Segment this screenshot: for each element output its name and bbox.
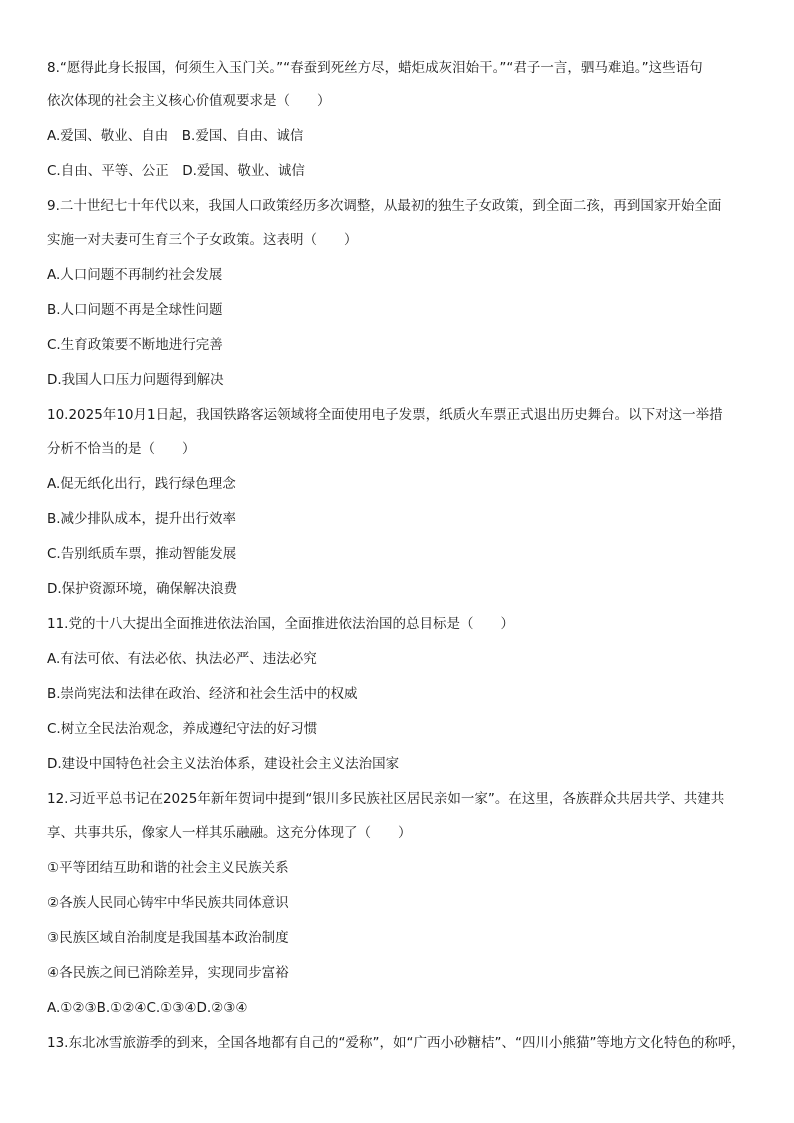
q10-option-a: A.促无纸化出行，践行绿色理念 — [47, 476, 236, 492]
q12-statement-2: ②各族人民同心铸牢中华民族共同体意识 — [47, 895, 289, 911]
q9-stem-line-1: 9.二十世纪七十年代以来，我国人口政策经历多次调整，从最初的独生子女政策，到全面二孩，再到国家开始全面 — [47, 198, 722, 214]
q11-option-c: C.树立全民法治观念，养成遵纪守法的好习惯 — [47, 721, 318, 737]
q11-stem-line-1: 11.党的十八大提出全面推进依法治国，全面推进依法治国的总目标是（ ） — [47, 616, 514, 632]
q8-stem-line-2: 依次体现的社会主义核心价值观要求是（ ） — [47, 93, 331, 109]
q9-option-b: B.人口问题不再是全球性问题 — [47, 302, 223, 318]
q10-stem-line-1: 10.2025年10月1日起，我国铁路客运领域将全面使用电子发票，纸质火车票正式退出历史舞台。以下对这一举措 — [47, 407, 723, 423]
q8-stem-line-1: 8.“愿得此身长报国，何须生入玉门关。”“春蚕到死丝方尽，蜡炬成灰泪始干。”“君子一言，驷马难追。”这些语句 — [47, 60, 703, 76]
q9-option-c: C.生育政策要不断地进行完善 — [47, 337, 223, 353]
q9-option-a: A.人口问题不再制约社会发展 — [47, 267, 223, 283]
q10-option-c: C.告别纸质车票，推动智能发展 — [47, 546, 237, 562]
q10-option-b: B.减少排队成本，提升出行效率 — [47, 511, 237, 527]
q11-option-b: B.崇尚宪法和法律在政治、经济和社会生活中的权威 — [47, 686, 358, 702]
q11-option-d: D.建设中国特色社会主义法治体系，建设社会主义法治国家 — [47, 756, 400, 772]
q8-options-cd: C.自由、平等、公正 D.爱国、敬业、诚信 — [47, 163, 305, 179]
q9-option-d: D.我国人口压力问题得到解决 — [47, 372, 224, 388]
q10-stem-line-2: 分析不恰当的是（ ） — [47, 441, 196, 457]
q12-statement-4: ④各民族之间已消除差异，实现同步富裕 — [47, 965, 289, 981]
q12-statement-3: ③民族区域自治制度是我国基本政治制度 — [47, 930, 289, 946]
q8-options-ab: A.爱国、敬业、自由 B.爱国、自由、诚信 — [47, 128, 304, 144]
q12-stem-line-1: 12.习近平总书记在2025年新年贺词中提到“银川多民族社区居民亲如一家”。在这里，各族群众共居共学、共建共 — [47, 791, 725, 807]
q12-stem-line-2: 享、共事共乐，像家人一样其乐融融。这充分体现了（ ） — [47, 825, 412, 841]
q11-option-a: A.有法可依、有法必依、执法必严、违法必究 — [47, 651, 317, 667]
q12-statement-1: ①平等团结互助和谐的社会主义民族关系 — [47, 860, 289, 876]
q9-stem-line-2: 实施一对夫妻可生育三个子女政策。这表明（ ） — [47, 232, 358, 248]
q10-option-d: D.保护资源环境，确保解决浪费 — [47, 581, 238, 597]
q12-answer-choices: A.①②③B.①②④C.①③④D.②③④ — [47, 1000, 248, 1016]
q13-stem-line-1: 13.东北冰雪旅游季的到来，全国各地都有自己的“爱称”，如“广西小砂糖桔”、“四川小熊猫”等地方文化特色的称呼， — [47, 1035, 745, 1051]
